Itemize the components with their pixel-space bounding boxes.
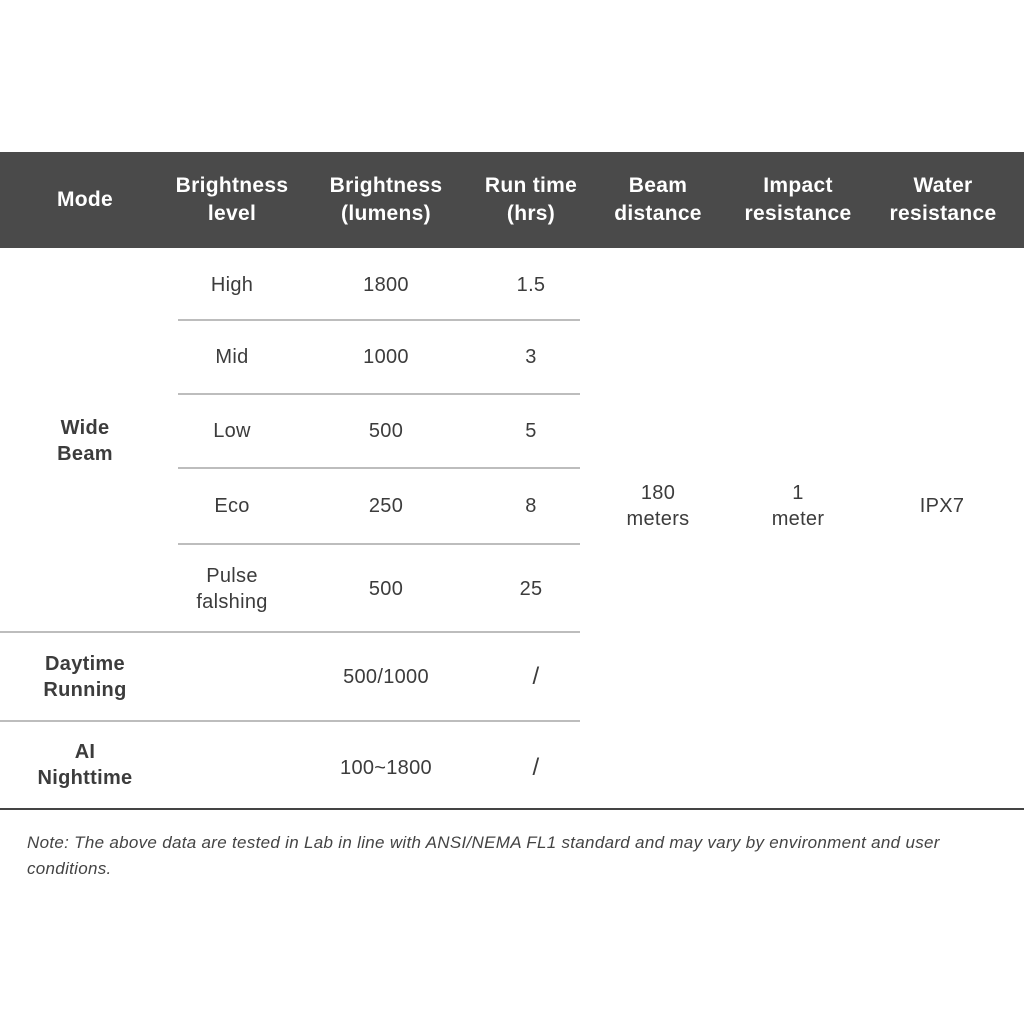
level-cell: Mid [215, 346, 249, 368]
table-row [160, 250, 304, 320]
header-brightness-level: Brightness level [175, 174, 289, 225]
water-resistance-value: IPX7 [919, 495, 965, 517]
lumens-cell: 1000 [363, 346, 409, 368]
header-mode: Mode [56, 188, 114, 211]
table-bottom-border [0, 808, 1024, 810]
level-cell: Eco [214, 495, 250, 517]
header-run-time: Run time (hrs) [484, 174, 578, 225]
beam-distance-value: 180 meters [626, 482, 690, 530]
runtime-cell: 5 [525, 420, 537, 442]
runtime-cell: / [532, 662, 540, 690]
mode-ai-nighttime: AI Nighttime [37, 741, 133, 789]
runtime-cell: 1.5 [516, 274, 546, 296]
lumens-cell: 500/1000 [343, 665, 429, 688]
lumens-cell: 1800 [363, 274, 409, 296]
mode-daytime-running: Daytime Running [43, 652, 127, 701]
impact-resistance-value: 1 meter [771, 482, 825, 530]
level-cell: Pulse falshing [196, 564, 268, 613]
table-row [160, 545, 304, 632]
lumens-cell: 500 [368, 420, 404, 442]
lumens-cell: 100~1800 [340, 757, 432, 779]
mode-wide-beam: Wide Beam [57, 417, 113, 465]
lumens-cell: 250 [368, 495, 404, 517]
runtime-cell: 3 [525, 346, 537, 368]
header-beam-distance: Beam distance [614, 174, 702, 225]
level-cell: Low [213, 420, 251, 442]
table-row [160, 395, 304, 467]
header-brightness-lumens: Brightness (lumens) [329, 174, 443, 225]
footnote: Note: The above data are tested in Lab in line with ANSI/NEMA FL1 standard and may vary by environment and user conditions. [27, 833, 940, 878]
header-water-resistance: Water resistance [889, 174, 997, 225]
lumens-cell: 500 [368, 577, 404, 600]
table-row [160, 469, 304, 543]
runtime-cell: / [532, 754, 540, 781]
runtime-cell: 8 [525, 495, 537, 517]
level-cell: High [210, 274, 254, 296]
header-impact-resistance: Impact resistance [744, 174, 852, 225]
table-row [160, 321, 304, 393]
runtime-cell: 25 [519, 577, 543, 600]
